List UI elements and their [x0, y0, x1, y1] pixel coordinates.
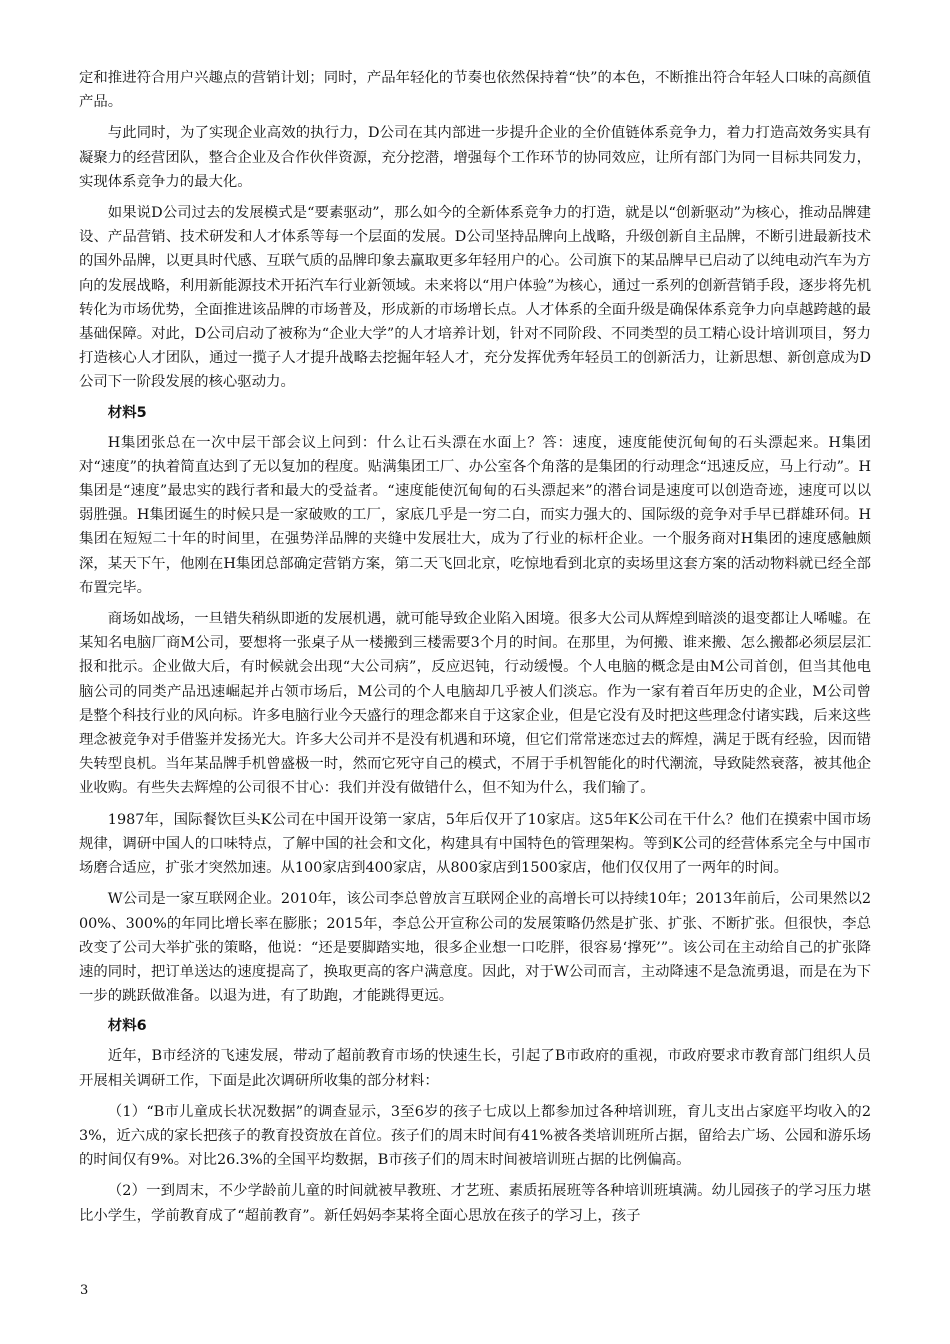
paragraph-b-city-intro: 近年，B市经济的飞速发展，带动了超前教育市场的快速生长，引起了B市政府的重视，市政府要求市教育部门组织人员开展相关调研工作，下面是此次调研所收集的部分材料： — [79, 1048, 871, 1089]
page-number: 3 — [80, 1283, 89, 1298]
paragraph-h-group-speed: H集团张总在一次中层干部会议上问到：什么让石头漂在水面上？答：速度，速度能使沉甸甸的石头漂起来。H集团对“速度”的执着简直达到了无以复加的程度。贴满集团工厂、办公室各个角落的是集团的行动理念“迅速反应，马上行动”。H集团是“速度”最忠实的践行者和最大的受益者。“速度能使沉甸甸的石头漂起来”的潜台词是速度可以创造奇迹，速度可以以弱胜强。H集团诞生的时候只是一家破败的工厂，家底几乎是一穷二白，而实力强大的、国际级的竞争对手早已群雄环伺。H集团在短短二十年的时间里，在强势洋品牌的夹缝中发展壮大，成为了行业的标杆企业。一个服务商对H集团的速度感触颇深，某天下午，他刚在H集团总部确定营销方案，第二天飞回北京，吃惊地看到北京的卖场里这套方案的活动物料就已经全部布置完毕。 — [79, 434, 871, 596]
paragraph-d-company-value-chain: 与此同时，为了实现企业高效的执行力，D公司在其内部进一步提升企业的全价值链体系竞争力，着力打造高效务实具有凝聚力的经营团队，整合企业及合作伙伴资源，充分挖潜，增强每个工作环节的协同效应，让所有部门为同一目标共同发力，实现体系竞争力的最大化。 — [79, 125, 871, 190]
heading-material-5: 材料5 — [107, 404, 147, 421]
paragraph-survey-item-2: （2）一到周末，不少学龄前儿童的时间就被早教班、才艺班、素质拓展班等各种培训班填满。幼儿园孩子的学习压力堪比小学生，学前教育成了“超前教育”。新任妈妈李某将全面心思放在孩子的学习上，孩子 — [79, 1183, 871, 1224]
heading-material-6: 材料6 — [107, 1018, 147, 1035]
paragraph-d-company-innovation: 如果说D公司过去的发展模式是“要素驱动”，那么如今的全新体系竞争力的打造，就是以“创新驱动”为核心，推动品牌建设、产品营销、技术研发和人才体系等每一个层面的发展。D公司坚持品牌向上战略，升级创新自主品牌，不断引进最新技术的国外品牌，以更具时代感、互联气质的品牌印象去赢取更多年轻用户的心。公司旗下的某品牌早已启动了以纯电动汽车为方向的发展战略，利用新能源技术开拓汽车行业新领域。未来将以“用户体验”为核心，通过一系列的创新营销手段，逐步将先机转化为市场优势，全面推进该品牌的市场普及，形成新的市场增长点。人才体系的全面升级是确保体系竞争力向卓越跨越的最基础保障。对此，D公司启动了被称为“企业大学”的人才培养计划，针对不同阶段、不同类型的员工精心设计培训项目，努力打造核心人才团队，通过一揽子人才提升战略去挖掘年轻人才，充分发挥优秀年轻员工的创新活力，让新思想、新创意成为D公司下一阶段发展的核心驱动力。 — [79, 205, 871, 391]
paragraph-w-company: W公司是一家互联网企业。2010年，该公司李总曾放言互联网企业的高增长可以持续10年；2013年前后，公司果然以200%、300%的年同比增长率在膨胀；2015年，李总公开宣称公司的发展策略仍然是扩张、扩张、不断扩张。但很快，李总改变了公司大举扩张的策略，他说：“还是要脚踏实地，很多企业想一口吃胖，很容易‘撑死’”。该公司在主动给自己的扩张降速的同时，把订单送达的速度提高了，换取更高的客户满意度。因此，对于W公司而言，主动降速不是急流勇退，而是在为下一步的跳跃做准备。以退为进，有了助跑，才能跳得更远。 — [79, 891, 871, 1005]
paragraph-d-company-intro: 定和推进符合用户兴趣点的营销计划；同时，产品年轻化的节奏也依然保持着“快”的本色，不断推出符合年轻人口味的高颜值产品。 — [79, 70, 871, 111]
paragraph-k-company: 1987年，国际餐饮巨头K公司在中国开设第一家店，5年后仅开了10家店。这5年K公司在干什么？他们在摸索中国市场规律，调研中国人的口味特点，了解中国的社会和文化，构建具有中国特色的管理架构。等到K公司的经营体系完全与中国市场磨合适应，扩张才突然加速。从100家店到400家店，从800家店到1500家店，他们仅仅用了一两年的时间。 — [79, 811, 871, 877]
document-page — [79, 66, 871, 1235]
paragraph-survey-item-1: （1）“B市儿童成长状况数据”的调查显示，3至6岁的孩子七成以上都参加过各种培训班，育儿支出占家庭平均收入的23%，近六成的家长把孩子的教育投资放在首位。孩子们的周末时间有41%被各类培训班所占据，留给去广场、公园和游乐场的时间仅有9%。对比26.3%的全国平均数据，B市孩子们的周末时间被培训班占据的比例偏高。 — [79, 1103, 871, 1169]
paragraph-m-company: 商场如战场，一旦错失稍纵即逝的发展机遇，就可能导致企业陷入困境。很多大公司从辉煌到暗淡的退变都让人唏嘘。在某知名电脑厂商M公司，要想将一张桌子从一楼搬到三楼需要3个月的时间。在那里，为何搬、谁来搬、怎么搬都必须层层汇报和批示。企业做大后，有时候就会出现“大公司病”，反应迟钝，行动缓慢。个人电脑的概念是由M公司首创，但当其他电脑公司的同类产品迅速崛起并占领市场后，M公司的个人电脑却几乎被人们淡忘。作为一家有着百年历史的企业，M公司曾是整个科技行业的风向标。许多电脑行业今天盛行的理念都来自于这家企业，但是它没有及时把这些理念付诸实践，后来这些理念被竞争对手借鉴并发扬光大。许多大公司并不是没有机遇和环境，但它们常常迷恋过去的辉煌，满足于既有经验，因而错失转型良机。当年某品牌手机曾盛极一时，然而它死守自己的模式，不屑于手机智能化的时代潮流，导致陡然衰落，被其他企业收购。有些失去辉煌的公司很不甘心：我们并没有做错什么，但不知为什么，我们输了。 — [79, 611, 871, 797]
